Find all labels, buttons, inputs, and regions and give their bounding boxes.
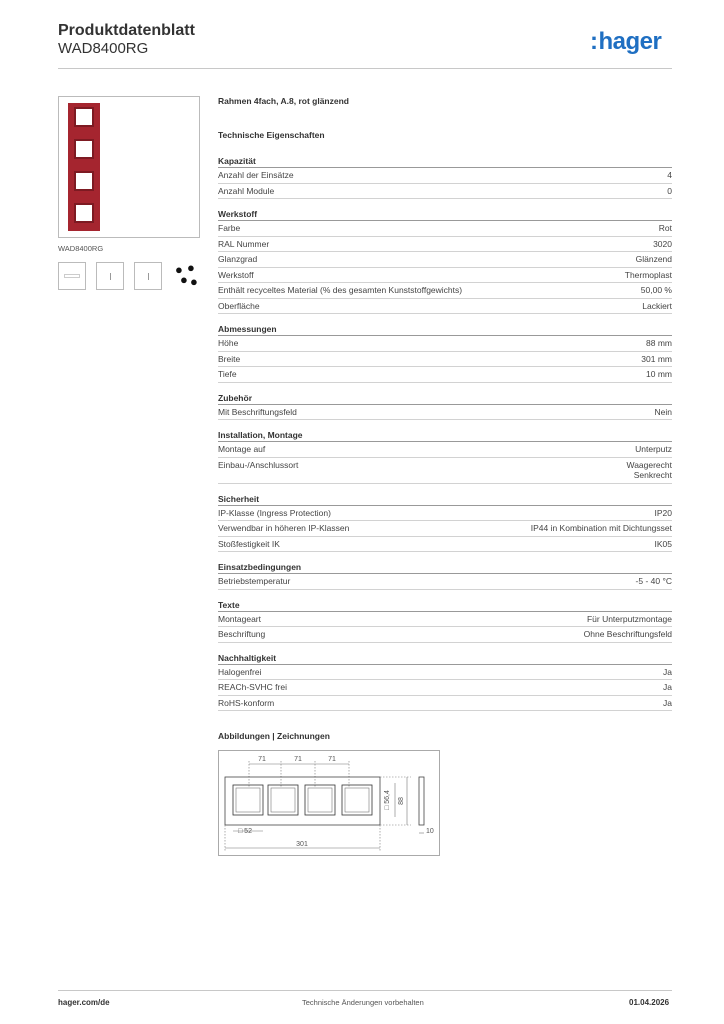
spec-section <box>218 600 672 643</box>
section-title: Sicherheit <box>218 494 672 506</box>
spec-label: Betriebstemperatur <box>218 576 291 586</box>
spec-label: Stoßfestigkeit IK <box>218 538 280 549</box>
dimension-drawing-svg <box>219 751 439 855</box>
spec-value: IK05 <box>654 538 672 549</box>
spec-value: Ja <box>663 697 672 708</box>
spec-label: Tiefe <box>218 369 237 379</box>
spec-value: 301 mm <box>641 353 672 364</box>
spec-value: Thermoplast <box>624 269 672 280</box>
spec-label: Einbau-/Anschlussort <box>218 459 299 470</box>
spec-value: IP20 <box>654 507 672 518</box>
section-title: Nachhaltigkeit <box>218 653 672 665</box>
spec-value: 0 <box>667 185 672 196</box>
spec-section <box>218 430 672 484</box>
spec-row <box>218 442 672 458</box>
page-title: Produktdatenblatt <box>58 22 195 39</box>
spec-row <box>218 405 672 421</box>
spec-row <box>218 336 672 352</box>
spec-label: IP-Klasse (Ingress Protection) <box>218 507 331 518</box>
spec-label: RAL Nummer <box>218 238 270 249</box>
spec-row <box>218 168 672 184</box>
section-title: Texte <box>218 600 672 612</box>
spec-label: Montage auf <box>218 444 266 454</box>
logo-text: hager <box>598 28 662 55</box>
frame-opening <box>74 139 94 159</box>
spec-value: Unterputz <box>635 444 672 454</box>
tech-heading: Technische Eigenschaften <box>218 130 325 140</box>
dim-pitch-1: 71 <box>258 756 266 763</box>
spec-value: Waagerecht Senkrecht <box>626 459 672 480</box>
spec-value: IP44 in Kombination mit Dichtungsset <box>530 523 672 533</box>
dimension-drawing <box>218 750 440 856</box>
sections-container <box>218 156 672 711</box>
spec-value: Glänzend <box>635 254 672 264</box>
section-title: Einsatzbedingungen <box>218 562 672 574</box>
spec-value: -5 - 40 °C <box>635 576 672 586</box>
product-name: Rahmen 4fach, A.8, rot glänzend <box>218 96 349 106</box>
dim-depth: 10 <box>426 828 434 835</box>
section-title: Werkstoff <box>218 209 672 221</box>
dim-opening: □ 52 <box>238 828 252 835</box>
spec-row <box>218 237 672 253</box>
dim-inner-height: □ 56,4 <box>384 790 391 810</box>
dim-width: 301 <box>296 841 308 848</box>
section-title: Abmessungen <box>218 324 672 336</box>
spec-value: Für Unterputzmontage <box>586 613 672 624</box>
spec-row <box>218 184 672 200</box>
hager-logo[interactable]: :hager <box>590 28 662 55</box>
thumbnail-side[interactable] <box>96 262 124 290</box>
spec-row <box>218 221 672 237</box>
spec-label: Anzahl der Einsätze <box>218 170 294 180</box>
spec-label: Werkstoff <box>218 269 254 280</box>
spec-row <box>218 537 672 553</box>
spec-row <box>218 458 672 484</box>
spec-value: 88 mm <box>646 338 672 348</box>
spec-label: Mit Beschriftungsfeld <box>218 406 297 417</box>
product-number: WAD8400RG <box>58 40 149 57</box>
spec-row <box>218 696 672 712</box>
technical-data <box>218 96 672 721</box>
section-title: Installation, Montage <box>218 430 672 442</box>
spec-section <box>218 209 672 314</box>
spec-row <box>218 521 672 537</box>
image-caption: WAD8400RG <box>58 244 104 253</box>
frame-opening <box>74 203 94 223</box>
water-drops-icon[interactable]: ● ● ● ● <box>175 260 198 289</box>
spec-label: RoHS-konform <box>218 697 275 708</box>
spec-section <box>218 393 672 421</box>
spec-label: Breite <box>218 353 241 364</box>
spec-label: Halogenfrei <box>218 666 262 677</box>
spec-value: Ja <box>663 666 672 677</box>
spec-row <box>218 665 672 681</box>
spec-section <box>218 156 672 199</box>
spec-section <box>218 324 672 383</box>
dim-pitch-2: 71 <box>294 756 302 763</box>
spec-row <box>218 299 672 315</box>
spec-value: 50,00 % <box>640 285 672 295</box>
spec-value: Nein <box>654 406 672 417</box>
spec-label: Beschriftung <box>218 629 266 639</box>
section-title: Zubehör <box>218 393 672 405</box>
spec-label: Oberfläche <box>218 300 260 311</box>
section-title: Kapazität <box>218 156 672 168</box>
spec-value: Rot <box>658 223 672 233</box>
spec-row <box>218 627 672 643</box>
spec-value: Ohne Beschriftungsfeld <box>583 629 672 639</box>
spec-label: Enthält recyceltes Material (% des gesamten Kunststoffgewichts) <box>218 285 463 295</box>
spec-label: Höhe <box>218 338 239 348</box>
drawing-heading: Abbildungen | Zeichnungen <box>218 731 330 741</box>
spec-row <box>218 252 672 268</box>
spec-label: Montageart <box>218 613 261 624</box>
spec-value: Lackiert <box>642 300 672 311</box>
spec-label: REACh-SVHC frei <box>218 682 287 692</box>
footer-date: 01.04.2026 <box>629 998 670 1007</box>
frame-opening <box>74 171 94 191</box>
spec-row <box>218 574 672 590</box>
frame-opening <box>74 107 94 127</box>
spec-label: Anzahl Module <box>218 185 275 196</box>
spec-label: Glanzgrad <box>218 254 258 264</box>
thumbnail-front[interactable] <box>58 262 86 290</box>
spec-section <box>218 562 672 590</box>
footer-note: Technische Änderungen vorbehalten <box>302 998 424 1007</box>
spec-section <box>218 653 672 712</box>
thumbnail-profile[interactable] <box>134 262 162 290</box>
footer-divider <box>58 990 672 991</box>
spec-row <box>218 506 672 522</box>
spec-value: 3020 <box>653 238 672 249</box>
spec-row <box>218 268 672 284</box>
spec-label: Verwendbar in höheren IP-Klassen <box>218 523 350 533</box>
spec-row <box>218 612 672 628</box>
spec-value: Ja <box>663 682 672 692</box>
dim-pitch-3: 71 <box>328 756 336 763</box>
spec-label: Farbe <box>218 223 241 233</box>
spec-row <box>218 283 672 299</box>
dim-height: 88 <box>398 797 405 805</box>
header-divider <box>58 68 672 69</box>
spec-section <box>218 494 672 553</box>
spec-value: 10 mm <box>646 369 672 379</box>
spec-row <box>218 352 672 368</box>
spec-value: 4 <box>667 170 672 180</box>
spec-row <box>218 367 672 383</box>
footer-website-link[interactable]: hager.com/de <box>58 998 110 1007</box>
spec-row <box>218 680 672 696</box>
